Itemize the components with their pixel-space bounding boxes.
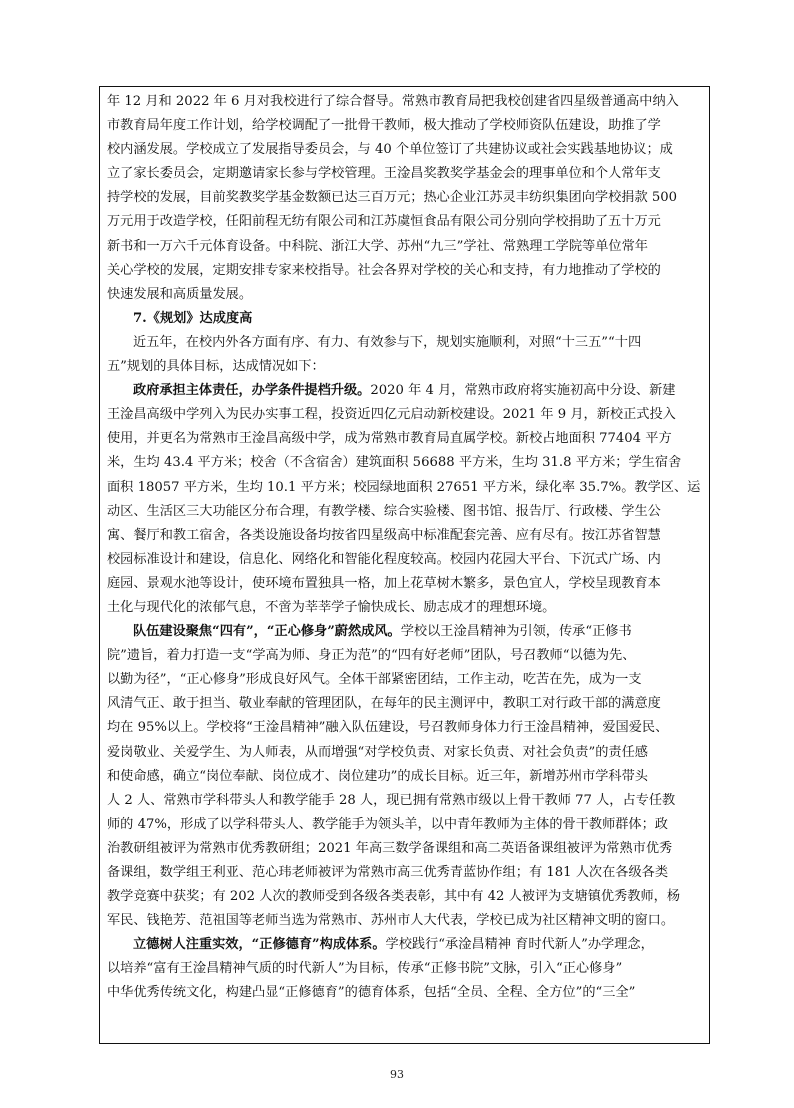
body-text: 动区、生活区三大功能区分布合理，有教学楼、综合实验楼、图书馆、报告厅、行政楼、学生公 [107, 503, 661, 519]
text-line [107, 114, 707, 138]
body-text: 近五年，在校内外各方面有序、有力、有效参与下，规划实施顺利，对照“十三五”“十四 [133, 334, 642, 350]
bold-heading-text: 立德树人注重实效，“正修德育”构成体系。 [133, 937, 386, 953]
body-text: 面积 18057 平方米，生均 10.1 平方米；校园绿地面积 27651 平方米，绿化率 35.7%。教学区、运 [107, 479, 701, 495]
body-text: 王淦昌高级中学列入为民办实事工程，投资近四亿元启动新校建设。2021 年 9 月，新校正式投入 [107, 407, 676, 423]
text-line [107, 259, 707, 283]
text-line [107, 162, 707, 186]
body-text: 以勤为径”，“正心修身”形成良好风气。全体干部紧密团结，工作主动，吃苦在先，成为一支 [107, 672, 642, 688]
text-line [107, 451, 707, 475]
body-text: 师的 47%，形成了以学科带头人、教学能手为领头羊，以中青年教师为主体的骨干教师群体；政 [107, 816, 668, 832]
body-text: 寓、餐厅和教工宿舍，各类设施设备均按省四星级高中标准配套完善、应有尽有。按江苏省智慧 [107, 527, 661, 543]
text-line [107, 210, 707, 234]
page-number: 93 [390, 1068, 404, 1081]
text-line [107, 957, 707, 981]
body-text: 教学竞赛中获奖；有 202 人次的教师受到各级各类表彰，其中有 42 人被评为支塘镇优秀教师，杨 [107, 889, 681, 905]
text-line [107, 379, 707, 403]
text-line [107, 90, 707, 114]
body-text: 新书和一万六千元体育设备。中科院、浙江大学、苏州“九三”学社、常熟理工学院等单位常年 [107, 238, 648, 254]
text-line [107, 789, 707, 813]
body-text: 学校以王淦昌精神为引领，传承“正修书 [400, 624, 632, 640]
body-text: 学校践行“承淦昌精神 育时代新人”办学理念， [385, 937, 654, 953]
body-text: 以培养“富有王淦昌精神气质的时代新人”为目标，传承“正修书院”文脉，引入“正心修身” [107, 961, 623, 977]
body-text: 关心学校的发展，定期安排专家来校指导。社会各界对学校的关心和支持，有力地推动了学校的 [107, 262, 661, 278]
text-line [107, 933, 707, 957]
text-line [107, 427, 707, 451]
text-line [107, 331, 707, 355]
text-line [107, 138, 707, 162]
body-text: 备课组，数学组王利亚、范心玮老师被评为常熟市高三优秀青蓝协作组；有 181 人次在各级各类 [107, 865, 669, 880]
text-line [107, 596, 707, 620]
text-line [107, 741, 707, 765]
text-line [107, 403, 707, 427]
body-text: 风清气正、敢于担当、敬业奉献的管理团队，在每年的民主测评中，教职工对行政干部的满意度 [107, 696, 661, 712]
document-body [107, 90, 707, 1006]
text-line [107, 909, 707, 933]
body-text: 人 2 人、常熟市学科带头人和教学能手 28 人，现已拥有常熟市级以上骨干教师 77 人，占专任教 [107, 792, 676, 808]
body-text: 治教研组被评为常熟市优秀教研组；2021 年高三数学备课组和高二英语备课组被评为常熟市优秀 [107, 840, 673, 856]
body-text: 军民、钱艳芳、范祖国等老师当选为常熟市、苏州市人大代表，学校已成为社区精神文明的窗口。 [107, 913, 675, 929]
body-text: 立了家长委员会，定期邀请家长参与学校管理。王淦昌奖教奖学基金会的理事单位和个人常年支 [107, 166, 661, 182]
text-line [107, 813, 707, 837]
text-line [107, 572, 707, 596]
text-line [107, 692, 707, 716]
body-text: 使用，并更名为常熟市王淦昌高级中学，成为常熟市教育局直属学校。新校占地面积 77404 平方 [107, 431, 672, 447]
bold-heading-text: 政府承担主体责任，办学条件提档升级。 [133, 383, 371, 399]
text-line [107, 716, 707, 740]
body-text: 和使命感，确立“岗位奉献、岗位成才、岗位建功”的成长目标。近三年，新增苏州市学科带头 [107, 768, 648, 784]
bold-heading-text: 队伍建设聚焦“四有”，“正心修身”蔚然成风。 [133, 624, 401, 640]
text-line [107, 283, 707, 307]
text-line [107, 307, 707, 331]
text-line [107, 548, 707, 572]
body-text: 年 12 月和 2022 年 6 月对我校进行了综合督导。常熟市教育局把我校创建省四星级普通高中纳入 [107, 94, 679, 109]
body-text: 爱岗敬业、关爱学生、为人师表，从而增强“对学校负责、对家长负责、对社会负责”的责任感 [107, 744, 648, 760]
text-line [107, 981, 707, 1005]
text-line [107, 644, 707, 668]
text-line [107, 500, 707, 524]
body-text: 庭园、景观水池等设计，使环境布置独具一格，加上花草树木繁多，景色宜人，学校呈现教育本 [107, 575, 661, 591]
bold-heading-text: 7.《规划》达成度高 [133, 310, 253, 326]
body-text: 五”规划的具体目标，达成情况如下： [107, 359, 325, 375]
body-text: 中华优秀传统文化，构建凸显“正修德育”的德育体系，包括“全员、全程、全方位”的“三全” [107, 985, 636, 1001]
body-text: 校内涵发展。学校成立了发展指导委员会，与 40 个单位签订了共建协议或社会实践基地协议；成 [107, 142, 673, 158]
body-text: 快速发展和高质量发展。 [107, 286, 253, 302]
body-text: 持学校的发展，目前奖教奖学基金数额已达三百万元；热心企业江苏灵丰纺织集团向学校捐款 500 [107, 190, 678, 206]
text-line [107, 765, 707, 789]
body-text: 均在 95%以上。学校将“王淦昌精神”融入队伍建设，号召教师身体力行王淦昌精神，爱国爱民、 [107, 720, 669, 736]
text-line [107, 186, 707, 210]
body-text: 市教育局年度工作计划，给学校调配了一批骨干教师，极大推动了学校师资队伍建设，助推了学 [107, 118, 661, 134]
body-text: 院”遗旨，着力打造一支“学高为师、身正为范”的“四有好老师”团队，号召教师“以德为先、 [107, 648, 636, 664]
body-text: 土化与现代化的浓郁气息，不啻为莘莘学子愉快成长、励志成才的理想环境。 [107, 599, 556, 615]
text-line [107, 668, 707, 692]
body-text: 校园标准设计和建设，信息化、网络化和智能化程度较高。校园内花园大平台、下沉式广场、内 [107, 551, 661, 567]
text-line [107, 476, 707, 500]
text-line [107, 837, 707, 861]
body-text: 米，生均 43.4 平方米；校舍（不含宿舍）建筑面积 56688 平方米，生均 31.8 平方米；学生宿舍 [107, 455, 682, 471]
text-line [107, 620, 707, 644]
text-line [107, 885, 707, 909]
text-line [107, 861, 707, 885]
text-line [107, 235, 707, 259]
text-line [107, 524, 707, 548]
body-text: 万元用于改造学校，任阳前程无纺有限公司和江苏虞恒食品有限公司分别向学校捐助了五十万元 [107, 214, 661, 230]
body-text: 2020 年 4 月，常熟市政府将实施初高中分设、新建 [370, 383, 676, 399]
text-line [107, 355, 707, 379]
